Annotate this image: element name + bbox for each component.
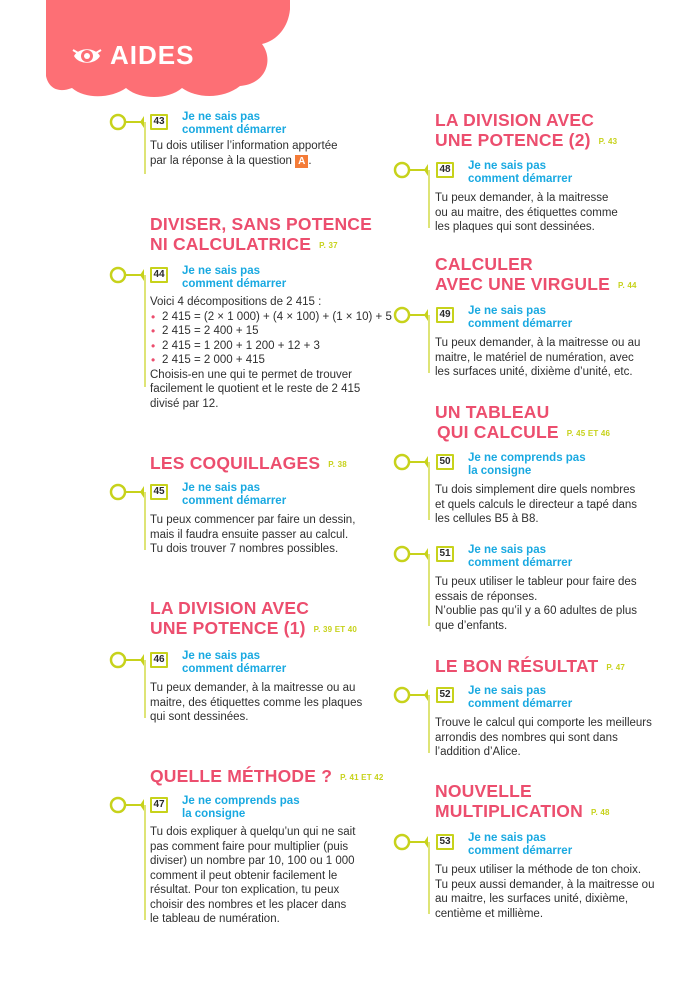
help-text: Tu peux utiliser le tableur pour faire des essais de réponses. N’oublie pas qu’il y a 60 adultes de plus que d’enfants.: [435, 576, 638, 632]
page-reference: P. 48: [590, 808, 610, 817]
help-number-badge: 51: [436, 546, 454, 562]
section-title: LES COQUILLAGES P. 38: [150, 453, 347, 473]
help-text: Tu dois expliquer à quelqu’un qui ne sait pas comment faire pour multiplier (puis diviser) un nombre par 10, 100 ou 1 000 comment il peut obtenir facilement le résultat. Pour ton explication, tu peux choisir des nombres et les placer dans le tableau de numération.: [150, 826, 356, 925]
help-text: Tu peux utiliser la méthode de ton choix. Tu peux aussi demander, à la maitresse ou au maitre, les surfaces unité, dixième, centième et millième.: [435, 864, 655, 920]
help-text: Tu dois simplement dire quels nombres et quels calculs le directeur a tapé dans les cellules B5 à B8.: [435, 484, 638, 525]
help-text: Tu peux demander, à la maitresse ou au maitre, des étiquettes comme les plaques qui sont dessinées.: [435, 192, 618, 233]
help-label: Je ne sais pas comment démarrer: [182, 111, 287, 136]
page-reference: P. 43: [598, 137, 618, 146]
help-number-badge: 45: [150, 484, 168, 500]
help-text: Tu peux demander, à la maitresse ou au maitre, des étiquettes comme les plaques qui sont dessinées.: [150, 682, 363, 723]
help-label: Je ne sais pas comment démarrer: [468, 160, 573, 185]
help-51: [392, 544, 682, 639]
help-number-badge: 53: [436, 834, 454, 850]
page-reference: P. 41 ET 42: [340, 773, 384, 782]
help-number-badge: 46: [150, 652, 168, 668]
help-50: [392, 452, 682, 532]
help-43: [108, 112, 388, 192]
help-number-badge: 47: [150, 797, 168, 813]
help-52: [392, 685, 682, 765]
help-label: Je ne sais pas comment démarrer: [182, 482, 287, 507]
section-title: CALCULER AVEC UNE VIRGULE P. 44: [435, 254, 637, 294]
list-item: • 2 415 = (2 × 1 000) + (4 × 100) + (1 × 10) + 5: [162, 310, 410, 325]
page-reference: P. 38: [328, 460, 347, 469]
list-item: • 2 415 = 2 400 + 15: [162, 324, 410, 339]
page-reference: P. 45 ET 46: [566, 429, 611, 438]
help-44: [108, 265, 408, 415]
question-ref-badge: A: [295, 155, 308, 168]
section-title: QUELLE MÉTHODE ? P. 41 ET 42: [150, 766, 384, 786]
help-text: Tu peux commencer par faire un dessin, mais il faudra ensuite passer au calcul. Tu dois trouver 7 nombres possibles.: [150, 514, 356, 555]
help-45: [108, 482, 408, 562]
help-text: Tu dois utiliser l’information apportée par la réponse à la question A .: [150, 140, 338, 167]
help-text: Tu peux demander, à la maitresse ou au maitre, le matériel de numération, avec les surfaces unité, dixième d’unité, etc.: [435, 337, 641, 378]
section-title: UN TABLEAU QUI CALCULE P. 45 ET 46: [435, 402, 611, 442]
page-reference: P. 39 ET 40: [313, 625, 358, 634]
help-47: [108, 795, 408, 935]
help-number-badge: 43: [150, 114, 168, 130]
help-number-badge: 50: [436, 454, 454, 470]
help-number-badge: 49: [436, 307, 454, 323]
help-label: Je ne sais pas comment démarrer: [468, 544, 573, 569]
help-label: Je ne comprends pas la consigne: [182, 795, 300, 820]
help-number-badge: 48: [436, 162, 454, 178]
help-49: [392, 305, 682, 385]
section-title: DIVISER, SANS POTENCE NI CALCULATRICE P. 37: [150, 214, 373, 254]
decomposition-list: [150, 310, 410, 368]
eye-icon: [72, 41, 102, 71]
help-label: Je ne sais pas comment démarrer: [468, 685, 573, 710]
help-label: Je ne sais pas comment démarrer: [182, 265, 287, 290]
page-header: [72, 40, 194, 71]
page-reference: P. 47: [606, 663, 626, 672]
help-label: Je ne sais pas comment démarrer: [182, 650, 287, 675]
page-reference: P. 44: [617, 281, 637, 290]
help-text: Voici 4 décompositions de 2 415 : • 2 415 = (2 × 1 000) + (4 × 100) + (1 × 10) + 5 • 2 415 = 2 400 + 15 • 2 415 = 1 200 + 1 200 + 12 + 3 • 2 415 = 2 000 + 415 Choisis-en une qui te permet de trouver facilement le quotient et le reste de 2 415 divisé par 12.: [150, 295, 410, 411]
help-label: Je ne sais pas comment démarrer: [468, 832, 573, 857]
help-number-badge: 44: [150, 267, 168, 283]
help-number-badge: 52: [436, 687, 454, 703]
help-53: [392, 832, 682, 932]
help-label: Je ne comprends pas la consigne: [468, 452, 586, 477]
section-title: LA DIVISION AVEC UNE POTENCE (1) P. 39 ET 40: [150, 598, 358, 638]
list-item: • 2 415 = 1 200 + 1 200 + 12 + 3: [162, 339, 410, 354]
help-48: [392, 160, 682, 240]
list-item: • 2 415 = 2 000 + 415: [162, 353, 410, 368]
page-reference: P. 37: [319, 241, 338, 250]
page-title: AIDES: [110, 40, 195, 70]
help-46: [108, 650, 408, 730]
help-text: Trouve le calcul qui comporte les meilleurs arrondis des nombres qui sont dans l’addition d’Alice.: [435, 717, 652, 758]
section-title: LA DIVISION AVEC UNE POTENCE (2) P. 43: [435, 110, 618, 150]
help-label: Je ne sais pas comment démarrer: [468, 305, 573, 330]
section-title: NOUVELLE MULTIPLICATION P. 48: [435, 781, 610, 821]
section-title: LE BON RÉSULTAT P. 47: [435, 656, 626, 676]
